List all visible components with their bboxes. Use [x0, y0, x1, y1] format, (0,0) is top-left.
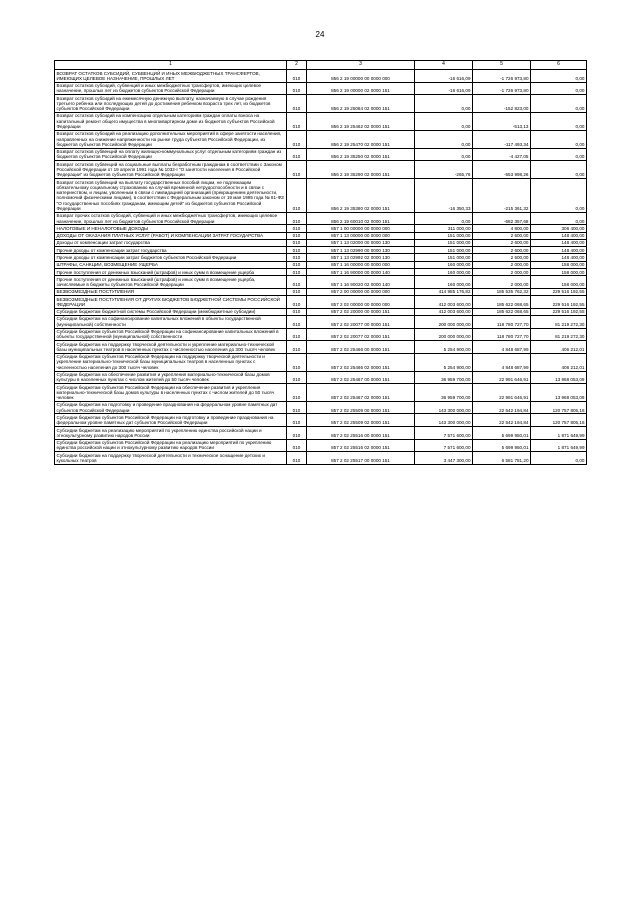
row-name-cell: Субсидии бюджетам на поддержку творческой деятельности и укрепление материально-технической базы муниципальных театров в населенных пунктах с численностью населения до 300 тысяч человек	[55, 341, 287, 354]
budget-code-cell: 857 1 13 00000 00 0000 000	[307, 232, 415, 239]
column-header: 2	[287, 61, 307, 70]
budget-code-cell: 857 1 16 00000 00 0000 000	[307, 261, 415, 268]
executed-amount-cell: 5 699 950,01	[473, 427, 531, 440]
row-name-cell: Прочие доходы от компенсации затрат государства	[55, 247, 287, 254]
budget-code-cell: 857 1 13 02990 00 0000 130	[307, 247, 415, 254]
budget-code-cell: 857 2 02 25509 02 0000 151	[307, 414, 415, 427]
approved-amount-cell: -16 616,09	[415, 82, 473, 95]
budget-code-cell: 857 2 02 25467 00 0000 151	[307, 371, 415, 384]
line-code-cell: 010	[287, 70, 307, 83]
line-code-cell: 010	[287, 427, 307, 440]
approved-amount-cell: 412 003 600,00	[415, 308, 473, 315]
line-code-cell: 010	[287, 225, 307, 232]
approved-amount-cell: 200 000 000,00	[415, 328, 473, 341]
unexecuted-amount-cell: 148 400,00	[531, 254, 587, 261]
unexecuted-amount-cell: 306 400,00	[531, 225, 587, 232]
table-row	[55, 341, 587, 354]
table-row	[55, 247, 587, 254]
approved-amount-cell: 36 959 700,00	[415, 384, 473, 402]
line-code-cell: 010	[287, 130, 307, 148]
executed-amount-cell: 2 600,00	[473, 239, 531, 246]
unexecuted-amount-cell: 1 871 649,99	[531, 439, 587, 452]
executed-amount-cell: -1 726 973,80	[473, 82, 531, 95]
unexecuted-amount-cell: 148 400,00	[531, 239, 587, 246]
budget-report-table	[54, 60, 587, 465]
budget-code-cell: 857 1 16 90000 00 0000 140	[307, 269, 415, 276]
row-name-cell: Прочие поступления от денежных взысканий (штрафов) и иных сумм в возмещение ущерба, зачисляемые в бюджеты субъектов Российской Федерации	[55, 276, 287, 289]
row-name-cell: Субсидии бюджетам на обеспечение развития и укрепления материально-технической базы домов культуры в населенных пунктах с числом жителей до 50 тысяч человек	[55, 371, 287, 384]
approved-amount-cell: 5 254 900,00	[415, 353, 473, 371]
row-name-cell: Прочие поступления от денежных взысканий (штрафов) и иных сумм в возмещение ущерба	[55, 269, 287, 276]
executed-amount-cell: 4 848 687,99	[473, 353, 531, 371]
table-row	[55, 225, 587, 232]
approved-amount-cell: -16 616,09	[415, 70, 473, 83]
unexecuted-amount-cell: 0,00	[531, 95, 587, 113]
table-row	[55, 70, 587, 83]
table-row	[55, 254, 587, 261]
unexecuted-amount-cell: 0,00	[531, 148, 587, 161]
table-row	[55, 161, 587, 179]
row-name-cell: Субсидии бюджетам субъектов Российской Федерации на поддержку творческой деятельности и укрепление материально-технической базы муниципальных театров в населенных пунктах с численностью населения до 300 тысяч человек	[55, 353, 287, 371]
line-code-cell: 010	[287, 328, 307, 341]
approved-amount-cell: -265,76	[415, 161, 473, 179]
table-row	[55, 112, 587, 130]
budget-code-cell: 856 2 19 35380 02 0000 151	[307, 179, 415, 213]
executed-amount-cell: 4 848 687,99	[473, 341, 531, 354]
line-code-cell: 010	[287, 315, 307, 328]
table-body	[55, 70, 587, 465]
line-code-cell: 010	[287, 212, 307, 225]
row-name-cell: Субсидии бюджетам субъектов Российской Федерации на подготовку и проведение празднования на федеральном уровне памятных дат субъектов Российской Федерации	[55, 414, 287, 427]
unexecuted-amount-cell: 0,00	[531, 82, 587, 95]
approved-amount-cell: 0,00	[415, 130, 473, 148]
table-row	[55, 269, 587, 276]
table-row	[55, 288, 587, 295]
line-code-cell: 010	[287, 288, 307, 295]
table-row	[55, 401, 587, 414]
column-header: 3	[307, 61, 415, 70]
row-name-cell: Субсидии бюджетам субъектов Российской Федерации на обеспечение развития и укрепления материально-технической базы домов культуры в населенных пунктах с числом жителей до 50 тысяч человек	[55, 384, 287, 402]
executed-amount-cell: 185 535 762,32	[473, 288, 531, 295]
budget-code-cell: 857 2 02 00000 00 0000 000	[307, 296, 415, 309]
executed-amount-cell: 6 581 781,20	[473, 452, 531, 465]
budget-code-cell: 857 1 13 02000 00 0000 130	[307, 239, 415, 246]
budget-code-cell: 857 2 02 25509 00 0000 151	[307, 401, 415, 414]
table-row	[55, 130, 587, 148]
executed-amount-cell: 22 991 646,91	[473, 371, 531, 384]
budget-code-cell: 857 2 02 25517 00 0000 151	[307, 452, 415, 465]
line-code-cell: 010	[287, 239, 307, 246]
table-row	[55, 95, 587, 113]
executed-amount-cell: 4 800,00	[473, 225, 531, 232]
line-code-cell: 010	[287, 261, 307, 268]
row-name-cell: БЕЗВОЗМЕЗДНЫЕ ПОСТУПЛЕНИЯ ОТ ДРУГИХ БЮДЖЕТОВ БЮДЖЕТНОЙ СИСТЕМЫ РОССИЙСКОЙ ФЕДЕРАЦИИ	[55, 296, 287, 309]
row-name-cell: Возврат остатков субвенций на выплату государственных пособий лицам, не подлежащим обязательному социальному страхованию на случай временной нетрудоспособности и в связи с материнством, и лицам, уволенным в связи с ликвидацией организаций (прекращением деятельности, полномочий физическими лицами), в соответствии с Федеральным законом от 19 мая 1995 года № 81-ФЗ "О государственных пособиях гражданам, имеющим детей" из бюджетов субъектов Российской Федерации	[55, 179, 287, 213]
table-row	[55, 427, 587, 440]
unexecuted-amount-cell: 13 968 053,09	[531, 371, 587, 384]
row-name-cell: Субсидии бюджетам субъектов Российской Федерации на реализацию мероприятий по укреплению единства российской нации и этнокультурному развитию народов России	[55, 439, 287, 452]
unexecuted-amount-cell: 81 219 272,30	[531, 315, 587, 328]
row-name-cell: БЕЗВОЗМЕЗДНЫЕ ПОСТУПЛЕНИЯ	[55, 288, 287, 295]
line-code-cell: 010	[287, 269, 307, 276]
unexecuted-amount-cell: 0,00	[531, 161, 587, 179]
unexecuted-amount-cell: 229 516 192,55	[531, 288, 587, 295]
unexecuted-amount-cell: 13 968 053,09	[531, 384, 587, 402]
approved-amount-cell: 151 000,00	[415, 232, 473, 239]
approved-amount-cell: -16 350,33	[415, 179, 473, 213]
budget-code-cell: 857 1 13 02992 02 0000 130	[307, 254, 415, 261]
budget-code-cell: 857 2 00 00000 00 0000 000	[307, 288, 415, 295]
executed-amount-cell: -513,13	[473, 112, 531, 130]
executed-amount-cell: 2 000,00	[473, 269, 531, 276]
line-code-cell: 010	[287, 401, 307, 414]
table-row	[55, 371, 587, 384]
approved-amount-cell: 151 000,00	[415, 239, 473, 246]
row-name-cell: Возврат остатков субсидий на реализацию дополнительных мероприятий в сфере занятости населения, направленных на снижение напряженности на рынке труда субъектов Российской Федерации, из бюджетов субъектов Российской Федерации	[55, 130, 287, 148]
unexecuted-amount-cell: 158 000,00	[531, 269, 587, 276]
budget-code-cell: 857 1 00 00000 00 0000 000	[307, 225, 415, 232]
approved-amount-cell: 160 000,00	[415, 276, 473, 289]
executed-amount-cell: 185 622 068,65	[473, 308, 531, 315]
row-name-cell: Доходы от компенсации затрат государства	[55, 239, 287, 246]
approved-amount-cell: 160 000,00	[415, 261, 473, 268]
row-name-cell: Возврат остатков субсидий на ежемесячную денежную выплату, назначаемую в случае рождения третьего ребенка или последующих детей до достижения ребенком возраста трех лет, из бюджетов субъектов Российской Федерации	[55, 95, 287, 113]
approved-amount-cell: 414 985 176,82	[415, 288, 473, 295]
table-row	[55, 439, 587, 452]
row-name-cell: Субсидии бюджетам субъектов Российской Федерации на софинансирование капитальных вложений в объекты государственной (муниципальной) собственности	[55, 328, 287, 341]
row-name-cell: Субсидии бюджетам на реализацию мероприятий по укреплению единства российской нации и этнокультурному развитию народов России	[55, 427, 287, 440]
line-code-cell: 010	[287, 276, 307, 289]
unexecuted-amount-cell: 229 516 192,55	[531, 308, 587, 315]
row-name-cell: ВОЗВРАТ ОСТАТКОВ СУБСИДИЙ, СУБВЕНЦИЙ И ИНЫХ МЕЖБЮДЖЕТНЫХ ТРАНСФЕРТОВ, ИМЕЮЩИХ ЦЕЛЕВОЕ НАЗНАЧЕНИЕ, ПРОШЛЫХ ЛЕТ	[55, 70, 287, 83]
unexecuted-amount-cell: 1 871 649,99	[531, 427, 587, 440]
page-number: 24	[315, 30, 325, 39]
approved-amount-cell: 412 003 600,00	[415, 296, 473, 309]
table-row	[55, 308, 587, 315]
column-header: 6	[531, 61, 587, 70]
header-row	[55, 61, 587, 70]
approved-amount-cell: 0,00	[415, 112, 473, 130]
budget-code-cell: 856 2 19 35250 02 0000 151	[307, 148, 415, 161]
table-row	[55, 239, 587, 246]
table-row	[55, 179, 587, 213]
line-code-cell: 010	[287, 384, 307, 402]
column-header: 5	[473, 61, 531, 70]
approved-amount-cell: 143 300 000,00	[415, 414, 473, 427]
line-code-cell: 010	[287, 452, 307, 465]
unexecuted-amount-cell: 229 516 192,55	[531, 296, 587, 309]
table-row	[55, 414, 587, 427]
line-code-cell: 010	[287, 296, 307, 309]
unexecuted-amount-cell: 158 000,00	[531, 261, 587, 268]
row-name-cell: Субсидии бюджетам на подготовку и проведение празднования на федеральном уровне памятных дат субъектов Российской Федерации	[55, 401, 287, 414]
approved-amount-cell: 0,00	[415, 148, 473, 161]
unexecuted-amount-cell: 81 219 272,30	[531, 328, 587, 341]
executed-amount-cell: -117 493,34	[473, 130, 531, 148]
table-row	[55, 384, 587, 402]
table-row	[55, 452, 587, 465]
row-name-cell: Прочие доходы от компенсации затрат бюджетов субъектов Российской Федерации	[55, 254, 287, 261]
line-code-cell: 010	[287, 112, 307, 130]
table-row	[55, 296, 587, 309]
executed-amount-cell: 2 000,00	[473, 261, 531, 268]
unexecuted-amount-cell: 0,00	[531, 112, 587, 130]
budget-code-cell: 857 2 02 25516 02 0000 151	[307, 439, 415, 452]
approved-amount-cell: 5 254 900,00	[415, 341, 473, 354]
budget-code-cell: 857 2 02 20077 02 0000 151	[307, 328, 415, 341]
unexecuted-amount-cell: 406 212,01	[531, 341, 587, 354]
budget-code-cell: 856 2 19 35290 02 0000 151	[307, 161, 415, 179]
table-row	[55, 353, 587, 371]
budget-code-cell: 856 2 19 25084 02 0000 151	[307, 95, 415, 113]
budget-code-cell: 857 2 02 25466 00 0000 151	[307, 341, 415, 354]
line-code-cell: 010	[287, 232, 307, 239]
row-name-cell: Субсидии бюджетам на поддержку творческой деятельности и техническое оснащение детских и кукольных театров	[55, 452, 287, 465]
unexecuted-amount-cell: 120 757 805,16	[531, 401, 587, 414]
column-header: 4	[415, 61, 473, 70]
unexecuted-amount-cell: 120 757 805,16	[531, 414, 587, 427]
line-code-cell: 010	[287, 353, 307, 371]
executed-amount-cell: -215 361,32	[473, 179, 531, 213]
row-name-cell: Субсидии бюджетам на софинансирование капитальных вложений в объекты государственной (муниципальной) собственности	[55, 315, 287, 328]
table-row	[55, 276, 587, 289]
table-row	[55, 328, 587, 341]
unexecuted-amount-cell: 158 000,00	[531, 276, 587, 289]
row-name-cell: Возврат остатков субвенций на социальные выплаты безработным гражданам в соответствии с Законом Российской Федерации от 19 апреля 1991 года № 1032-I "О занятости населения в Российской Федерации" из бюджетов субъектов Российской Федерации	[55, 161, 287, 179]
executed-amount-cell: -1 726 973,80	[473, 70, 531, 83]
budget-code-cell: 856 2 19 00000 02 0000 151	[307, 82, 415, 95]
approved-amount-cell: 0,00	[415, 212, 473, 225]
table-row	[55, 261, 587, 268]
table-row	[55, 315, 587, 328]
approved-amount-cell: 3 447 300,00	[415, 452, 473, 465]
line-code-cell: 010	[287, 414, 307, 427]
executed-amount-cell: 22 991 646,91	[473, 384, 531, 402]
approved-amount-cell: 200 000 000,00	[415, 315, 473, 328]
executed-amount-cell: -682 357,68	[473, 212, 531, 225]
approved-amount-cell: 151 000,00	[415, 254, 473, 261]
budget-code-cell: 856 2 19 25470 02 0000 151	[307, 130, 415, 148]
budget-code-cell: 857 2 02 25516 00 0000 151	[307, 427, 415, 440]
budget-code-cell: 856 2 19 00000 00 0000 000	[307, 70, 415, 83]
row-name-cell: ШТРАФЫ, САНКЦИИ, ВОЗМЕЩЕНИЕ УЩЕРБА	[55, 261, 287, 268]
executed-amount-cell: 118 780 727,70	[473, 328, 531, 341]
line-code-cell: 010	[287, 95, 307, 113]
budget-code-cell: 857 2 02 20000 00 0000 151	[307, 308, 415, 315]
column-header: 1	[55, 61, 287, 70]
executed-amount-cell: 2 600,00	[473, 232, 531, 239]
unexecuted-amount-cell: 0,00	[531, 452, 587, 465]
row-name-cell: Возврат остатков субсидий, субвенций и иных межбюджетных трансфертов, имеющих целевое назначение, прошлых лет из бюджетов субъектов Российской Федерации	[55, 82, 287, 95]
unexecuted-amount-cell: 148 400,00	[531, 247, 587, 254]
row-name-cell: Возврат остатков субвенций на оплату жилищно-коммунальных услуг отдельным категориям граждан из бюджетов субъектов Российской Федерации	[55, 148, 287, 161]
unexecuted-amount-cell: 0,00	[531, 70, 587, 83]
approved-amount-cell: 151 000,00	[415, 247, 473, 254]
table-row	[55, 82, 587, 95]
line-code-cell: 010	[287, 161, 307, 179]
approved-amount-cell: 7 571 600,00	[415, 427, 473, 440]
line-code-cell: 010	[287, 439, 307, 452]
budget-code-cell: 857 2 02 25466 02 0000 151	[307, 353, 415, 371]
row-name-cell: НАЛОГОВЫЕ И НЕНАЛОГОВЫЕ ДОХОДЫ	[55, 225, 287, 232]
executed-amount-cell: -152 823,00	[473, 95, 531, 113]
budget-code-cell: 856 2 19 25462 02 0000 151	[307, 112, 415, 130]
unexecuted-amount-cell: 0,00	[531, 130, 587, 148]
unexecuted-amount-cell: 406 212,01	[531, 353, 587, 371]
budget-code-cell: 857 1 16 90020 02 0000 140	[307, 276, 415, 289]
approved-amount-cell: 143 300 000,00	[415, 401, 473, 414]
unexecuted-amount-cell: 0,00	[531, 212, 587, 225]
executed-amount-cell: 2 600,00	[473, 254, 531, 261]
approved-amount-cell: 160 000,00	[415, 269, 473, 276]
row-name-cell: ДОХОДЫ ОТ ОКАЗАНИЯ ПЛАТНЫХ УСЛУГ (РАБОТ) И КОМПЕНСАЦИИ ЗАТРАТ ГОСУДАРСТВА	[55, 232, 287, 239]
executed-amount-cell: 22 542 194,84	[473, 414, 531, 427]
table-row	[55, 148, 587, 161]
executed-amount-cell: 5 699 950,01	[473, 439, 531, 452]
approved-amount-cell: 311 000,00	[415, 225, 473, 232]
approved-amount-cell: 36 959 700,00	[415, 371, 473, 384]
line-code-cell: 010	[287, 371, 307, 384]
line-code-cell: 010	[287, 341, 307, 354]
line-code-cell: 010	[287, 308, 307, 315]
executed-amount-cell: 22 542 194,84	[473, 401, 531, 414]
table-row	[55, 212, 587, 225]
row-name-cell: Возврат прочих остатков субсидий, субвенций и иных межбюджетных трансфертов, имеющих целевое назначение, прошлых лет из бюджетов субъектов Российской Федерации	[55, 212, 287, 225]
budget-code-cell: 857 2 02 20077 00 0000 151	[307, 315, 415, 328]
line-code-cell: 010	[287, 179, 307, 213]
approved-amount-cell: 0,00	[415, 95, 473, 113]
row-name-cell: Субсидии бюджетам бюджетной системы Российской Федерации (межбюджетные субсидии)	[55, 308, 287, 315]
approved-amount-cell: 7 571 600,00	[415, 439, 473, 452]
row-name-cell: Возврат остатков субсидий на компенсацию отдельным категориям граждан оплаты взноса на капитальный ремонт общего имущества в многоквартирном доме из бюджетов субъектов Российской Федерации	[55, 112, 287, 130]
unexecuted-amount-cell: 148 400,00	[531, 232, 587, 239]
executed-amount-cell: 185 622 068,65	[473, 296, 531, 309]
line-code-cell: 010	[287, 247, 307, 254]
executed-amount-cell: 2 000,00	[473, 276, 531, 289]
executed-amount-cell: 118 780 727,70	[473, 315, 531, 328]
executed-amount-cell: -4 427,05	[473, 148, 531, 161]
executed-amount-cell: -553 998,26	[473, 161, 531, 179]
budget-code-cell: 856 2 19 60010 02 0000 151	[307, 212, 415, 225]
executed-amount-cell: 2 600,00	[473, 247, 531, 254]
line-code-cell: 010	[287, 148, 307, 161]
line-code-cell: 010	[287, 82, 307, 95]
budget-code-cell: 857 2 02 25467 02 0000 151	[307, 384, 415, 402]
line-code-cell: 010	[287, 254, 307, 261]
unexecuted-amount-cell: 0,00	[531, 179, 587, 213]
table-row	[55, 232, 587, 239]
